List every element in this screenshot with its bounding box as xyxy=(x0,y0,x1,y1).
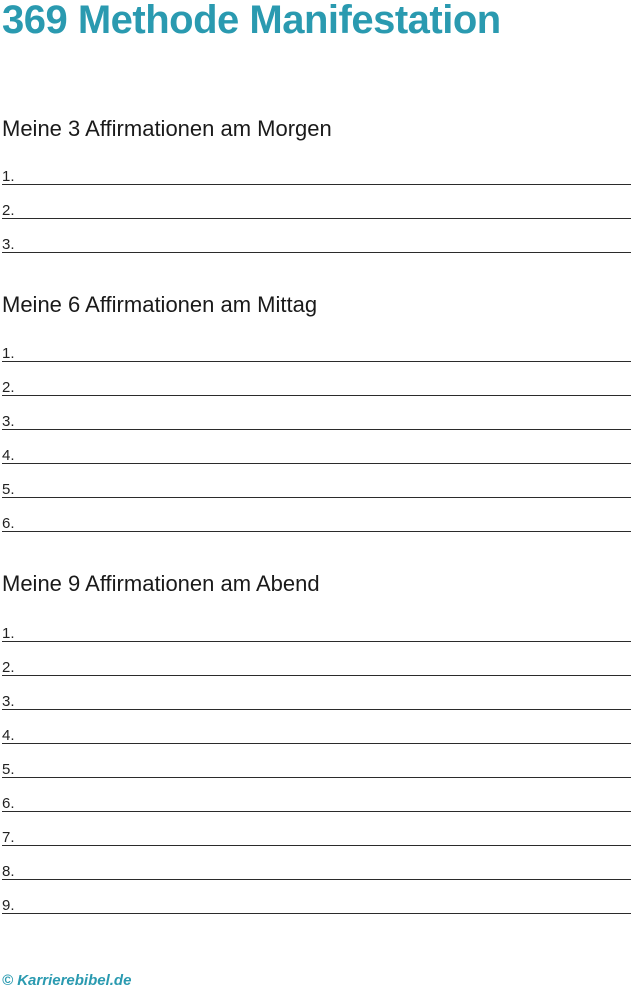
line-number: 2. xyxy=(2,659,15,676)
line-number: 2. xyxy=(2,379,15,396)
section-heading-morgen: Meine 3 Affirmationen am Morgen xyxy=(2,116,332,141)
section-heading-abend: Meine 9 Affirmationen am Abend xyxy=(2,571,320,596)
writing-line[interactable] xyxy=(2,659,631,676)
copyright-footer: © Karrierebibel.de xyxy=(2,972,132,989)
writing-line[interactable] xyxy=(2,413,631,430)
line-number: 5. xyxy=(2,481,15,498)
line-number: 6. xyxy=(2,795,15,812)
writing-line[interactable] xyxy=(2,863,631,880)
line-number: 1. xyxy=(2,625,15,642)
line-number: 1. xyxy=(2,345,15,362)
writing-line[interactable] xyxy=(2,795,631,812)
writing-line[interactable] xyxy=(2,829,631,846)
writing-line[interactable] xyxy=(2,727,631,744)
writing-line[interactable] xyxy=(2,447,631,464)
writing-line[interactable] xyxy=(2,345,631,362)
writing-line[interactable] xyxy=(2,481,631,498)
line-number: 4. xyxy=(2,727,15,744)
line-number: 6. xyxy=(2,515,15,532)
line-number: 3. xyxy=(2,693,15,710)
line-number: 5. xyxy=(2,761,15,778)
writing-line[interactable] xyxy=(2,761,631,778)
line-number: 3. xyxy=(2,413,15,430)
line-number: 9. xyxy=(2,897,15,914)
line-number: 3. xyxy=(2,236,15,253)
writing-line[interactable] xyxy=(2,379,631,396)
writing-line[interactable] xyxy=(2,515,631,532)
writing-line[interactable] xyxy=(2,897,631,914)
writing-line[interactable] xyxy=(2,625,631,642)
line-number: 2. xyxy=(2,202,15,219)
writing-line[interactable] xyxy=(2,236,631,253)
line-number: 1. xyxy=(2,168,15,185)
line-number: 7. xyxy=(2,829,15,846)
line-number: 4. xyxy=(2,447,15,464)
writing-line[interactable] xyxy=(2,168,631,185)
section-heading-mittag: Meine 6 Affirmationen am Mittag xyxy=(2,292,318,317)
writing-line[interactable] xyxy=(2,693,631,710)
line-number: 8. xyxy=(2,863,15,880)
writing-line[interactable] xyxy=(2,202,631,219)
page-title: 369 Methode Manifestation xyxy=(2,0,501,42)
